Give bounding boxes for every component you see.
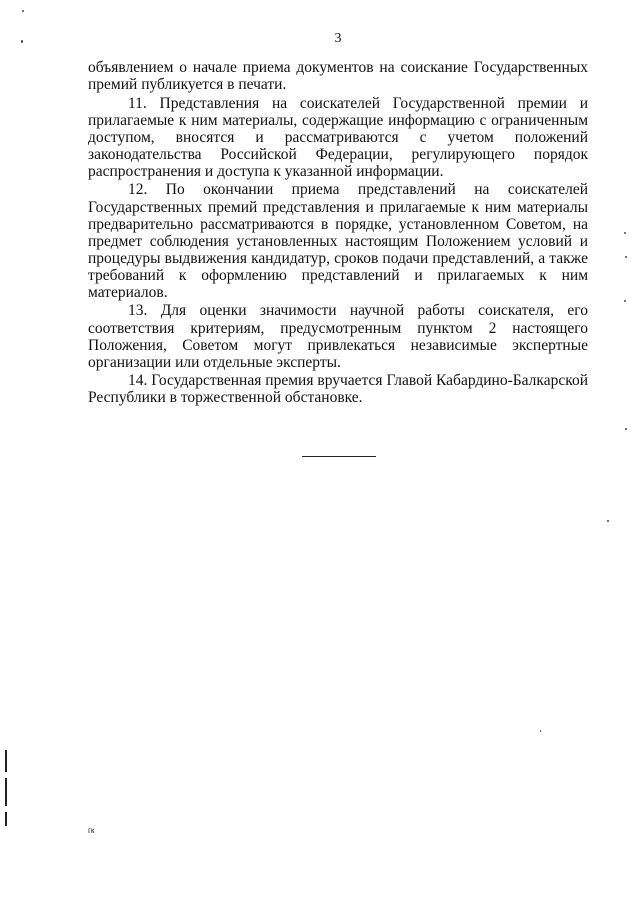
paragraph-item-14: 14. Государственная премия вручается Главой Кабардино-Балкарской Республики в торжественной обстановке.: [88, 372, 588, 407]
paragraph-item-13: 13. Для оценки значимости научной работы соискателя, его соответствия критериям, предусмотренным пунктом 2 настоящего Положения, Советом могут привлекаться независимые экспертные организации или отдельные эксперты.: [88, 302, 588, 371]
page-number: 3: [334, 31, 342, 46]
scan-mark-left-upper: [21, 40, 23, 43]
scan-mark-left-bar-2: [5, 778, 7, 806]
scan-mark-left-bar-1: [5, 750, 7, 772]
scan-mark-right-5: [607, 520, 609, 522]
scan-mark-right-1: [624, 232, 626, 234]
scan-mark-left-bar-3: [5, 812, 7, 826]
paragraph-continuation: объявлением о начале приема документов на соискание Государственных премий публикуется в печати.: [88, 59, 588, 94]
scan-mark-right-3: [624, 300, 626, 302]
footer-mark: гк: [88, 826, 95, 835]
scan-mark-left-top: [22, 10, 24, 12]
scan-mark-right-4: [625, 428, 627, 430]
scan-mark-mid: [540, 730, 541, 732]
paragraph-item-12: 12. По окончании приема представлений на соискателей Государственных премий представления и прилагаемые к ним материалы предварительно рассматриваются в порядке, установленном Советом, на предмет соблюдения установленных настоящим Положением условий и процедуры выдвижения кандидатур, сроков подачи представлений, а также требований к оформлению представлений и прилагаемых к ним материалов.: [88, 181, 588, 301]
scan-mark-right-2: [625, 256, 627, 258]
paragraph-item-11: 11. Представления на соискателей Государственной премии и прилагаемые к ним материалы, содержащие информацию с ограниченным доступом, вносятся и рассматриваются с учетом положений законодательства Российской Федерации, регулирующего порядок распространения и доступа к указанной информации.: [88, 94, 588, 180]
document-body: [88, 59, 588, 408]
end-of-document-rule: [302, 456, 376, 457]
